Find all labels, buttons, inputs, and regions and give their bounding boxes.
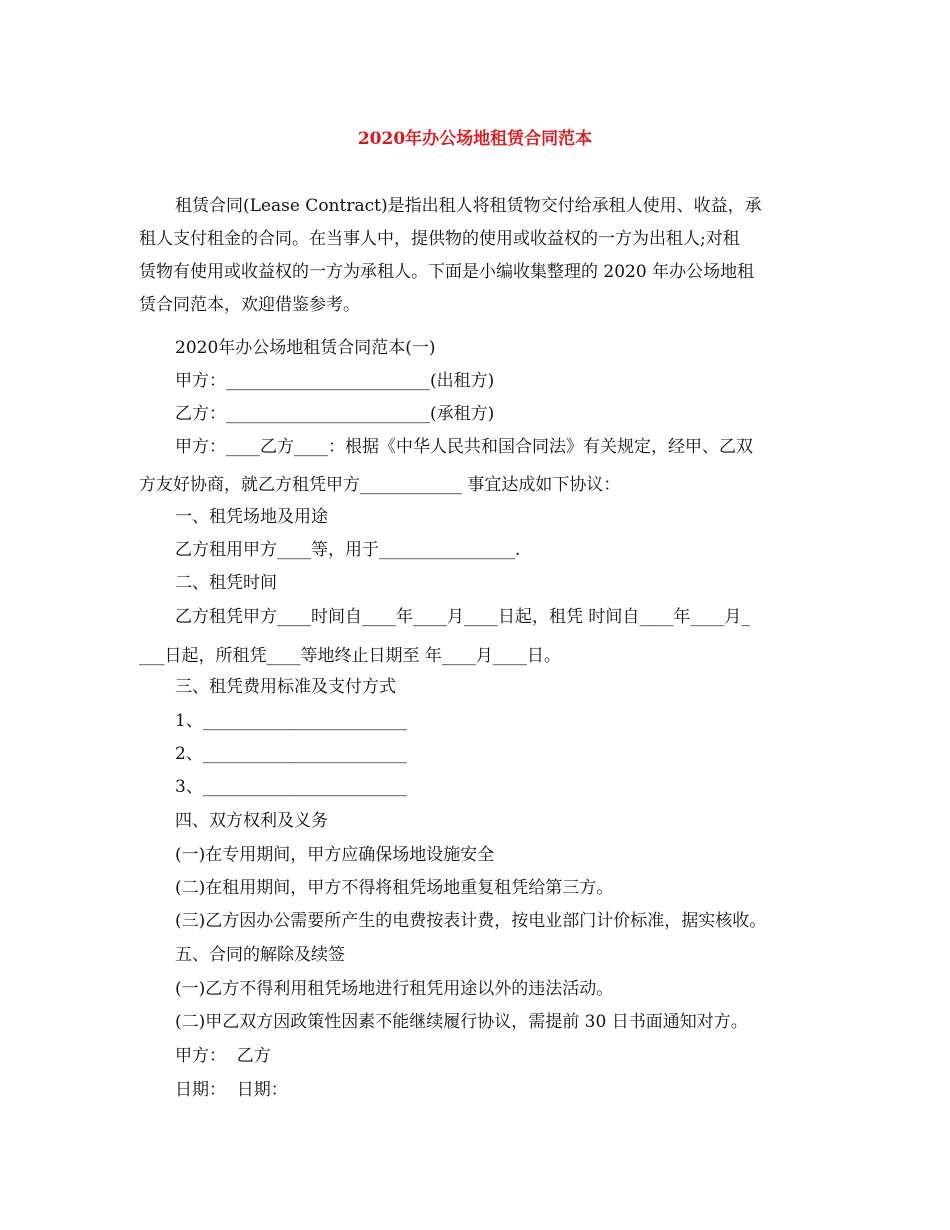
- section3-item-2: 2、________________________: [175, 744, 407, 764]
- contract-subtitle: 2020年办公场地租赁合同范本(一): [175, 338, 436, 358]
- section1-text: 乙方租用甲方____等，用于________________.: [175, 540, 521, 560]
- intro-line-1: 租赁合同(Lease Contract)是指出租人将租赁物交付给承租人使用、收益，承: [175, 196, 762, 216]
- preamble-line-2: 方友好协商，就乙方租凭甲方____________ 事宜达成如下协议：: [139, 475, 621, 495]
- date-line: 日期： 日期：: [175, 1080, 288, 1100]
- section4-item-1: (一)在专用期间，甲方应确保场地设施安全: [175, 845, 495, 865]
- section3-heading: 三、租凭费用标准及支付方式: [175, 677, 396, 697]
- section3-item-1: 1、________________________: [175, 711, 407, 731]
- intro-line-2: 租人支付租金的合同。在当事人中，提供物的使用或收益权的一方为出租人;对租: [139, 229, 740, 249]
- section5-heading: 五、合同的解除及续签: [175, 945, 345, 965]
- intro-line-4: 赁合同范本，欢迎借鉴参考。: [139, 295, 360, 315]
- party-b-line: 乙方：________________________(承租方): [175, 404, 495, 424]
- section1-heading: 一、租凭场地及用途: [175, 507, 328, 527]
- signature-line: 甲方： 乙方: [175, 1046, 271, 1066]
- section4-item-3: (三)乙方因办公需要所产生的电费按表计费，按电业部门计价标准，据实核收。: [175, 911, 767, 931]
- intro-line-3: 赁物有使用或收益权的一方为承租人。下面是小编收集整理的 2020 年办公场地租: [139, 262, 755, 282]
- section2-heading: 二、租凭时间: [175, 573, 277, 593]
- preamble-line-1: 甲方：____乙方____：根据《中华人民共和国合同法》有关规定，经甲、乙双: [175, 437, 753, 457]
- party-a-line: 甲方：________________________(出租方): [175, 371, 495, 391]
- section5-item-1: (一)乙方不得利用租凭场地进行租凭用途以外的违法活动。: [175, 979, 614, 999]
- section2-line-2: ___日起，所租凭____等地终止日期至 年____月____日。: [139, 646, 561, 666]
- document-title: 2020年办公场地租赁合同范本: [357, 129, 593, 149]
- section3-item-3: 3、________________________: [175, 777, 407, 797]
- section4-heading: 四、双方权利及义务: [175, 811, 328, 831]
- section5-item-2: (二)甲乙双方因政策性因素不能继续履行协议，需提前 30 日书面通知对方。: [175, 1012, 748, 1032]
- section4-item-2: (二)在租用期间，甲方不得将租凭场地重复租凭给第三方。: [175, 878, 614, 898]
- section2-line-1: 乙方租凭甲方____时间自____年____月____日起，租凭 时间自____年____月_: [175, 607, 750, 627]
